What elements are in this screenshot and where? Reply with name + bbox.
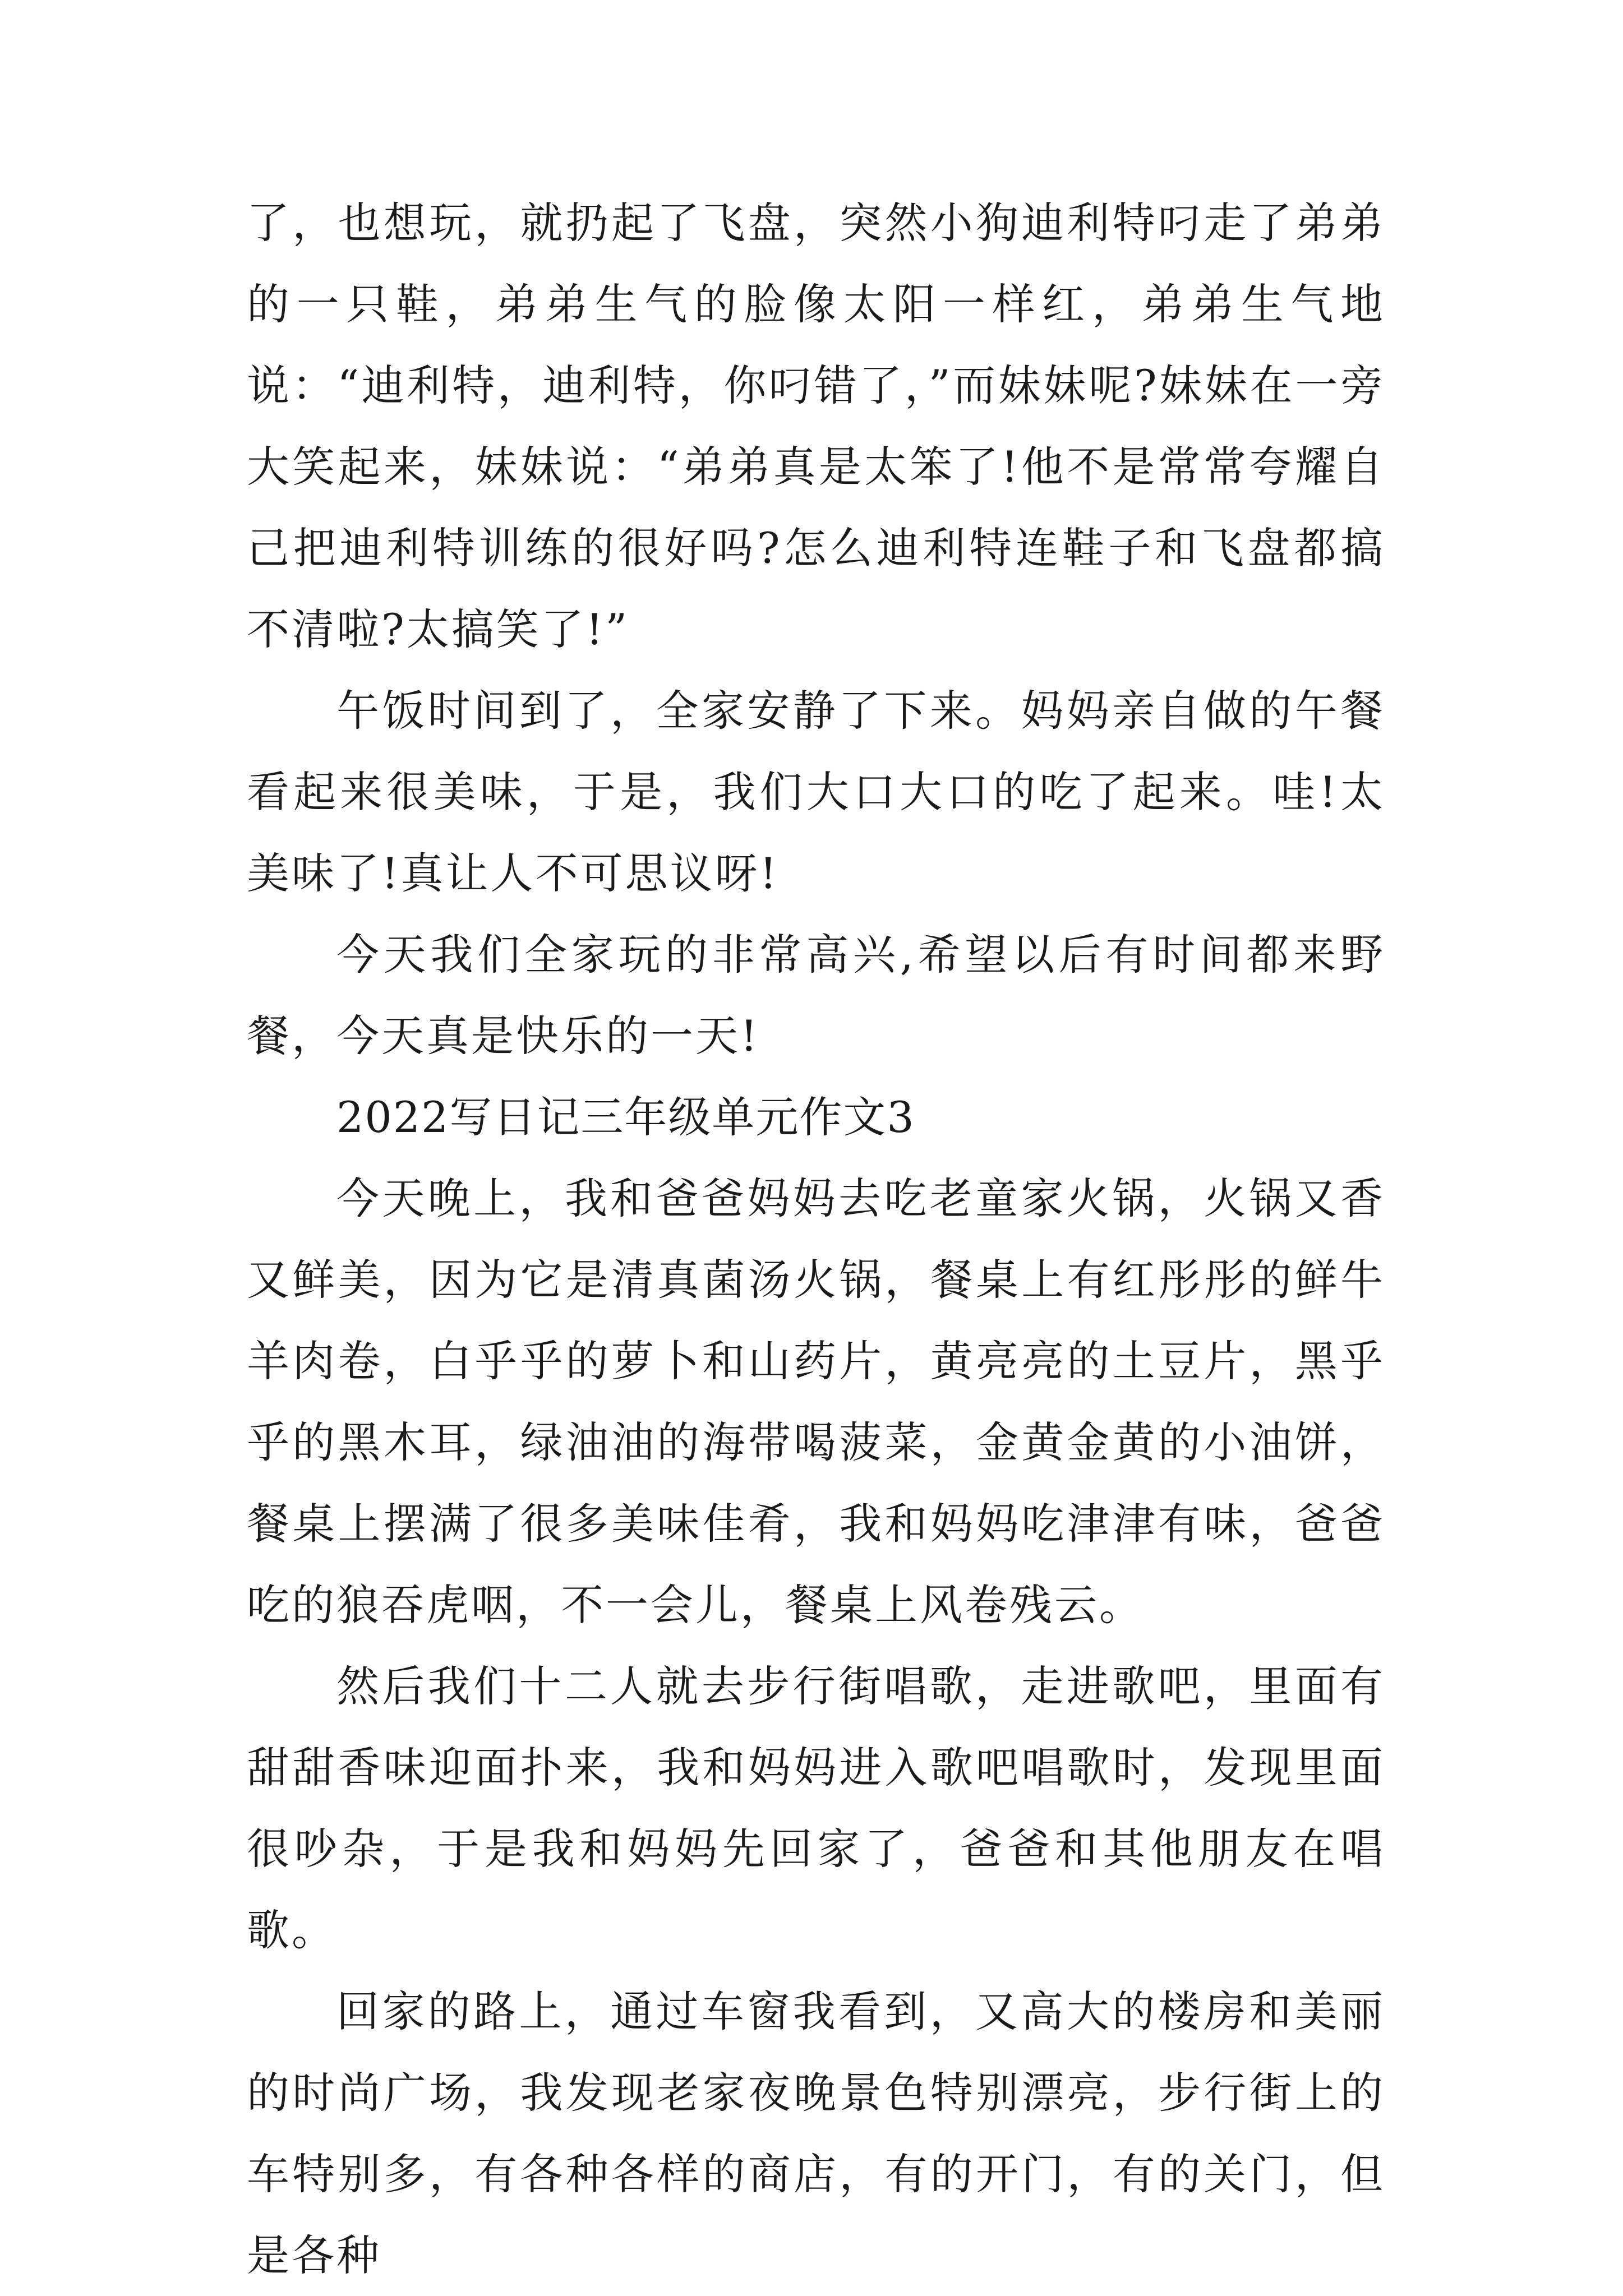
paragraph-continuation: 了，也想玩，就扔起了飞盘，突然小狗迪利特叼走了弟弟的一只鞋，弟弟生气的脸像太阳一样红，弟弟生气地说：“迪利特，迪利特，你叼错了，”而妹妹呢?妹妹在一旁大笑起来，妹妹说：“弟弟真是太笨了!他不是常常夸耀自己把迪利特训练的很好吗?怎么迪利特连鞋子和飞盘都搞不清啦?太搞笑了!” xyxy=(247,198,1385,654)
paragraph-singing: 然后我们十二人就去步行街唱歌，走进歌吧，里面有甜甜香味迎面扑来，我和妈妈进入歌吧唱歌时，发现里面很吵杂，于是我和妈妈先回家了，爸爸和其他朋友在唱歌。 xyxy=(247,1661,1385,1955)
paragraph-way-home: 回家的路上，通过车窗我看到，又高大的楼房和美丽的时尚广场，我发现老家夜晚景色特别漂亮，步行街上的车特别多，有各种各样的商店，有的开门，有的关门，但是各种 xyxy=(247,1987,1385,2280)
paragraph-lunch: 午饭时间到了，全家安静了下来。妈妈亲自做的午餐看起来很美味，于是，我们大口大口的吃了起来。哇!太美味了!真让人不可思议呀! xyxy=(247,686,1385,898)
paragraph-hotpot: 今天晚上，我和爸爸妈妈去吃老童家火锅，火锅又香又鲜美，因为它是清真菌汤火锅，餐桌上有红彤彤的鲜牛羊肉卷，白乎乎的萝卜和山药片，黄亮亮的土豆片，黑乎乎的黑木耳，绿油油的海带喝菠菜，金黄金黄的小油饼，餐桌上摆满了很多美味佳肴，我和妈妈吃津津有味，爸爸吃的狼吞虎咽，不一会儿，餐桌上风卷残云。 xyxy=(247,1174,1385,1630)
essay-heading: 2022写日记三年级单元作文3 xyxy=(336,1092,915,1142)
document-body xyxy=(247,182,1385,2296)
paragraph-happy-day: 今天我们全家玩的非常高兴,希望以后有时间都来野餐，今天真是快乐的一天! xyxy=(247,930,1385,1061)
